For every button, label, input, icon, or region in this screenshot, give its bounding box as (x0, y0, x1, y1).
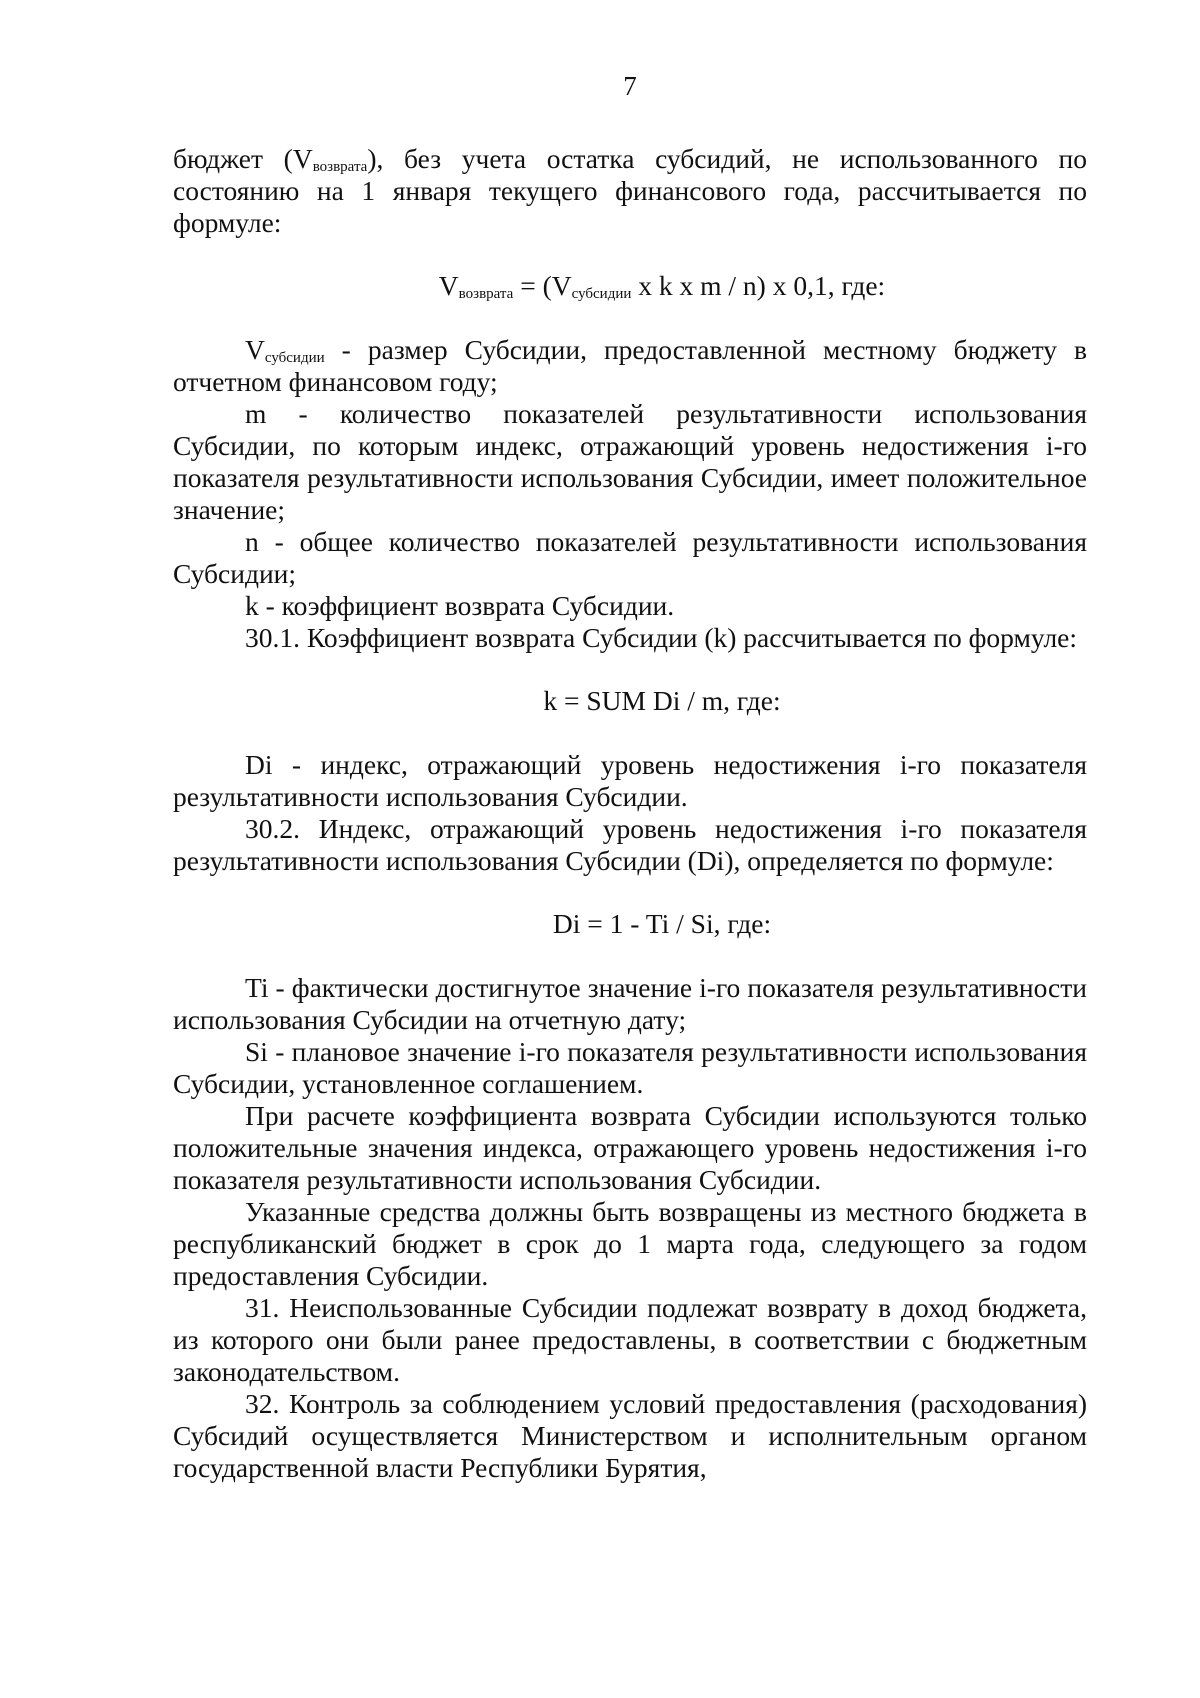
page-number: 7 (623, 71, 637, 101)
definition-n: n - общее количество показателей результативности использования Субсидии; (173, 526, 1087, 589)
document-body (173, 143, 1087, 1484)
paragraph-positive-values: При расчете коэффициента возврата Субсидии используются только положительные значения индекса, отражающего уровень недостижения i-го показателя результативности использования Субсидии. (173, 1100, 1087, 1195)
formula-di: Di = 1 - Ti / Si, где: (552, 908, 772, 939)
definition-si: Si - плановое значение i-го показателя результативности использования Субсидии, установленное соглашением. (173, 1036, 1087, 1099)
paragraph-return-deadline: Указанные средства должны быть возвращены из местного бюджета в республиканский бюджет в срок до 1 марта года, следующего за годом предоставления Субсидии. (173, 1196, 1087, 1291)
paragraph-return-amount: бюджет $(V_{возврата})$, без учета остатка субсидий, не использованного по состоянию на 1 января текущего финансового года, рассчитывается по формуле: (173, 143, 1087, 238)
formula-k: k = SUM Di / m, где: (543, 685, 781, 716)
paragraph-32: 32. Контроль за соблюдением условий предоставления (расходования) Субсидий осуществляется Министерством и исполнительным органом государственной власти Республики Бурятия, (173, 1388, 1087, 1483)
definition-v-subsidy: $V_{субсидии}$ - размер Субсидии, предоставленной местному бюджету в отчетном финансовом году; (173, 334, 1087, 397)
definition-m: m - количество показателей результативности использования Субсидии, по которым индекс, отражающий уровень недостижения i-го показателя результативности использования Субсидии, имеет положительное значение; (173, 398, 1087, 525)
paragraph-30-2: 30.2. Индекс, отражающий уровень недостижения i-го показателя результативности использования Субсидии (Di), определяется по формуле: (173, 813, 1087, 876)
paragraph-31: 31. Неиспользованные Субсидии подлежат возврату в доход бюджета, из которого они были ранее предоставлены, в соответствии с бюджетным законодательством. (173, 1292, 1087, 1387)
definition-ti: Ti - фактически достигнутое значение i-го показателя результативности использования Субсидии на отчетную дату; (173, 972, 1087, 1035)
paragraph-30-1: 30.1. Коэффициент возврата Субсидии (k) рассчитывается по формуле: (245, 622, 1078, 653)
definition-k: k - коэффициент возврата Субсидии. (245, 590, 675, 621)
formula-v-return: $V_{возврата} = (V_{субсидии}$ x k x m / n) x 0,1, где: (438, 270, 886, 302)
definition-di: Di - индекс, отражающий уровень недостижения i-го показателя результативности использования Субсидии. (173, 749, 1087, 812)
